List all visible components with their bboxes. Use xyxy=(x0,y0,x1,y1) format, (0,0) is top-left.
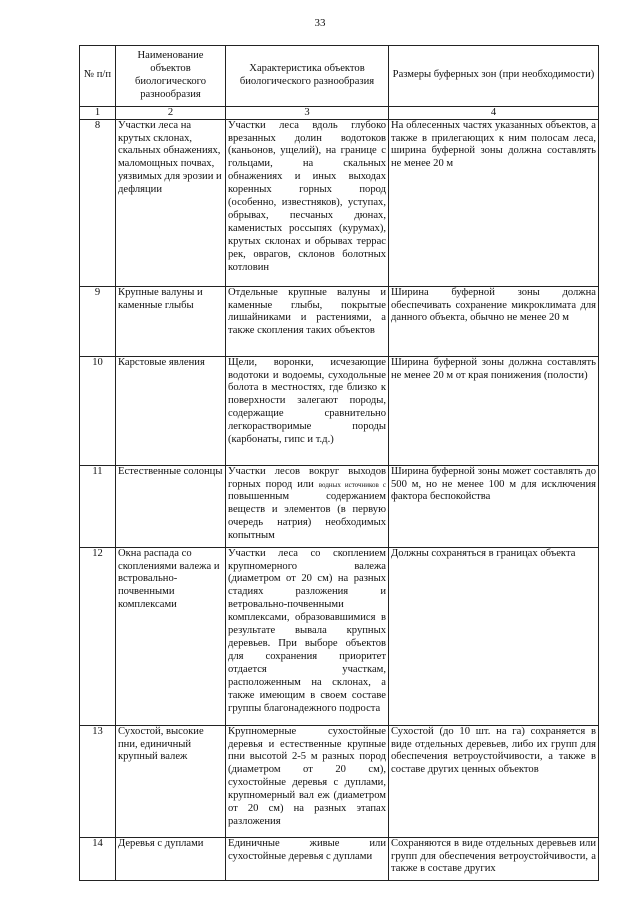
row-buffer: Ширина буферной зоны должна составлять не менее 20 м от края понижения (полости) xyxy=(389,356,599,465)
row-buffer: Должны сохраняться в границах объекта xyxy=(389,547,599,725)
row-buffer: Ширина буферной зоны должна обеспечивать сохранение микроклимата для данного объекта, обычно не менее 20 м xyxy=(389,286,599,356)
table-row xyxy=(80,356,599,465)
header-row xyxy=(80,46,599,107)
row-description: Щели, воронки, исчезающие водотоки и водоемы, суходольные болота в местностях, где близко к поверхности залегают породы, содержащие сравнительно легкорастворимые породы (карбонаты, гипс и т.д.) xyxy=(226,356,389,465)
column-number: 2 xyxy=(116,106,226,119)
row-description: Крупномерные сухостойные деревья и естественные крупные пни высотой 2-5 м разных пород (диаметром от 20 см), сухостойные деревья с дуплами, крупномерный вал еж (диаметром от 20 см) на разных этапах разложения xyxy=(226,725,389,837)
header-num: № п/п xyxy=(80,46,116,107)
table-row xyxy=(80,725,599,837)
header-name: Наименование объектов биологического разнообразия xyxy=(116,46,226,107)
table-row xyxy=(80,286,599,356)
header-description: Характеристика объектов биологического разнообразия xyxy=(226,46,389,107)
description-text: Участки лесов вокруг выходов горных пород или xyxy=(228,465,386,490)
row-name: Сухостой, высокие пни, единичный крупный валеж xyxy=(116,725,226,837)
row-num: 10 xyxy=(80,356,116,465)
table-row xyxy=(80,837,599,880)
page-number: 33 xyxy=(314,17,326,29)
row-buffer: Сохраняются в виде отдельных деревьев или групп для обеспечения ветроустойчивости, а также в составе других xyxy=(389,837,599,880)
row-buffer: Ширина буферной зоны может составлять до 500 м, но не менее 100 м для исключения фактора беспокойства xyxy=(389,465,599,547)
row-name: Участки леса на крутых склонах, скальных обнажениях, маломощных почвах, уязвимых для эрозии и дефляции xyxy=(116,119,226,286)
table-row xyxy=(80,119,599,286)
row-description: Участки леса вдоль глубоко врезанных долин водотоков (каньонов, ущелий), на границе с гольцами, на скальных обнажениях и иных выходах коренных горных пород (особенно, известняков), уступах, обрывах, песчаных дюнах, каменистых россыпях (курумах), крутых склонах и обрывах террас рек, оврагов, склонов болотных котловин xyxy=(226,119,389,286)
row-name: Крупные валуны и каменные глыбы xyxy=(116,286,226,356)
row-name: Естественные солонцы xyxy=(116,465,226,547)
row-name: Окна распада со скоплениями валежа и встровально-почвенными комплексами xyxy=(116,547,226,725)
row-num: 14 xyxy=(80,837,116,880)
biodiversity-table xyxy=(79,45,599,881)
description-text: повышенным содержанием веществ и элементов (в первую очередь натрия) необходимых копытным xyxy=(228,491,386,542)
row-name: Карстовые явления xyxy=(116,356,226,465)
row-buffer: На облесенных частях указанных объектов, а также в прилегающих к ним полосам леса, ширина буферной зоны должна составлять не менее 20 м xyxy=(389,119,599,286)
column-number: 1 xyxy=(80,106,116,119)
column-number-row xyxy=(80,106,599,119)
description-small-text: водных источников с xyxy=(318,480,386,489)
row-description: Участки леса со скоплением крупномерного валежа (диаметром от 20 см) на разных стадиях разложения и ветровально-почвенными комплексами, образовавшимися в результате вывала крупных деревьев. При выборе объектов для сохранения приоритет отдается участкам, расположенным на склонах, а также имеющим в своем составе группы благонадежного подроста xyxy=(226,547,389,725)
row-name: Деревья с дуплами xyxy=(116,837,226,880)
row-num: 11 xyxy=(80,465,116,547)
row-num: 13 xyxy=(80,725,116,837)
column-number: 4 xyxy=(389,106,599,119)
row-description xyxy=(226,465,389,547)
column-number: 3 xyxy=(226,106,389,119)
row-num: 9 xyxy=(80,286,116,356)
header-buffer: Размеры буферных зон (при необходимости) xyxy=(389,46,599,107)
row-buffer: Сухостой (до 10 шт. на га) сохраняется в виде отдельных деревьев, либо их групп для обеспечения ветроустойчивости, а также в составе других ценных объектов xyxy=(389,725,599,837)
table-row xyxy=(80,547,599,725)
row-description: Отдельные крупные валуны и каменные глыбы, покрытые лишайниками и растениями, а также скопления таких объектов xyxy=(226,286,389,356)
row-description: Единичные живые или сухостойные деревья с дуплами xyxy=(226,837,389,880)
row-num: 12 xyxy=(80,547,116,725)
table-row xyxy=(80,465,599,547)
row-num: 8 xyxy=(80,119,116,286)
